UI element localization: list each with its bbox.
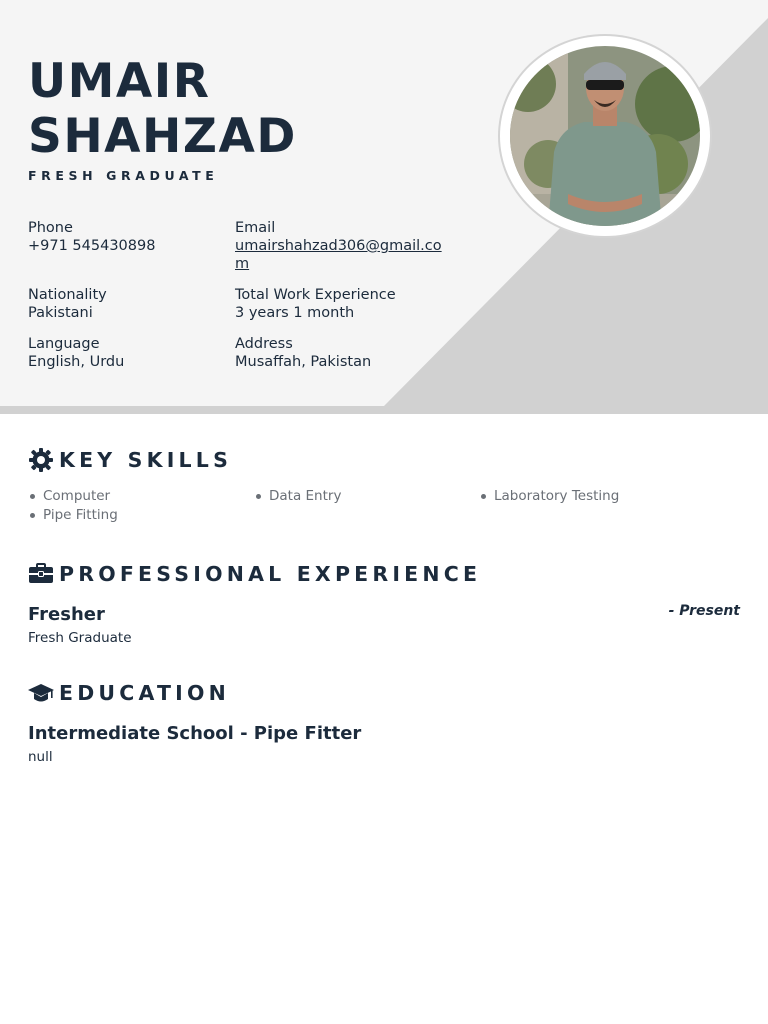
- resume-header: [0, 0, 768, 414]
- email-block: [235, 219, 447, 273]
- name-first: UMAIR: [28, 54, 211, 109]
- language-value: English, Urdu: [28, 354, 125, 370]
- skills-list: [28, 488, 728, 524]
- skills-section-header: [28, 445, 232, 475]
- education-heading: EDUCATION: [59, 681, 230, 705]
- experience-section-header: [28, 559, 481, 589]
- profile-photo-frame: [500, 36, 710, 236]
- profile-photo: [508, 44, 702, 228]
- experience-role: Fresher: [28, 604, 105, 625]
- skill-label: Computer: [43, 488, 111, 504]
- phone-value: +971 545430898: [28, 238, 156, 254]
- nationality-value: Pakistani: [28, 305, 93, 321]
- education-section-header: [28, 678, 230, 708]
- experience-date: - Present: [668, 603, 740, 619]
- address-label: Address: [235, 336, 293, 352]
- skill-item: [479, 488, 719, 505]
- graduation-cap-icon: [28, 680, 54, 706]
- email-link[interactable]: umairshahzad306@gmail.com: [235, 238, 442, 272]
- nationality-label: Nationality: [28, 287, 107, 303]
- bullet-icon: [30, 494, 35, 499]
- bullet-icon: [30, 513, 35, 518]
- address-block: [235, 335, 371, 371]
- phone-label: Phone: [28, 220, 73, 236]
- nationality-block: [28, 286, 107, 322]
- education-subtitle: null: [28, 749, 53, 765]
- skill-label: Pipe Fitting: [43, 507, 118, 523]
- education-title: Intermediate School - Pipe Fitter: [28, 723, 362, 744]
- skill-item: [28, 507, 254, 524]
- email-label: Email: [235, 220, 276, 236]
- experience-total-label: Total Work Experience: [235, 287, 396, 303]
- skill-item: [254, 488, 479, 505]
- experience-total-value: 3 years 1 month: [235, 305, 355, 321]
- name-last: SHAHZAD: [28, 109, 297, 164]
- skill-label: Data Entry: [269, 488, 342, 504]
- gear-icon: [28, 447, 54, 473]
- bullet-icon: [481, 494, 486, 499]
- job-title: FRESH GRADUATE: [28, 168, 219, 183]
- phone-block: [28, 219, 155, 255]
- skill-label: Laboratory Testing: [494, 488, 620, 504]
- experience-heading: PROFESSIONAL EXPERIENCE: [59, 562, 482, 586]
- bullet-icon: [256, 494, 261, 499]
- skill-item: [28, 488, 254, 505]
- candidate-name: [28, 54, 448, 164]
- briefcase-icon: [28, 561, 54, 587]
- address-value: Musaffah, Pakistan: [235, 354, 372, 370]
- experience-subtitle: Fresh Graduate: [28, 630, 132, 646]
- language-label: Language: [28, 336, 100, 352]
- experience-total-block: [235, 286, 396, 322]
- language-block: [28, 335, 124, 371]
- skills-heading: KEY SKILLS: [59, 448, 233, 472]
